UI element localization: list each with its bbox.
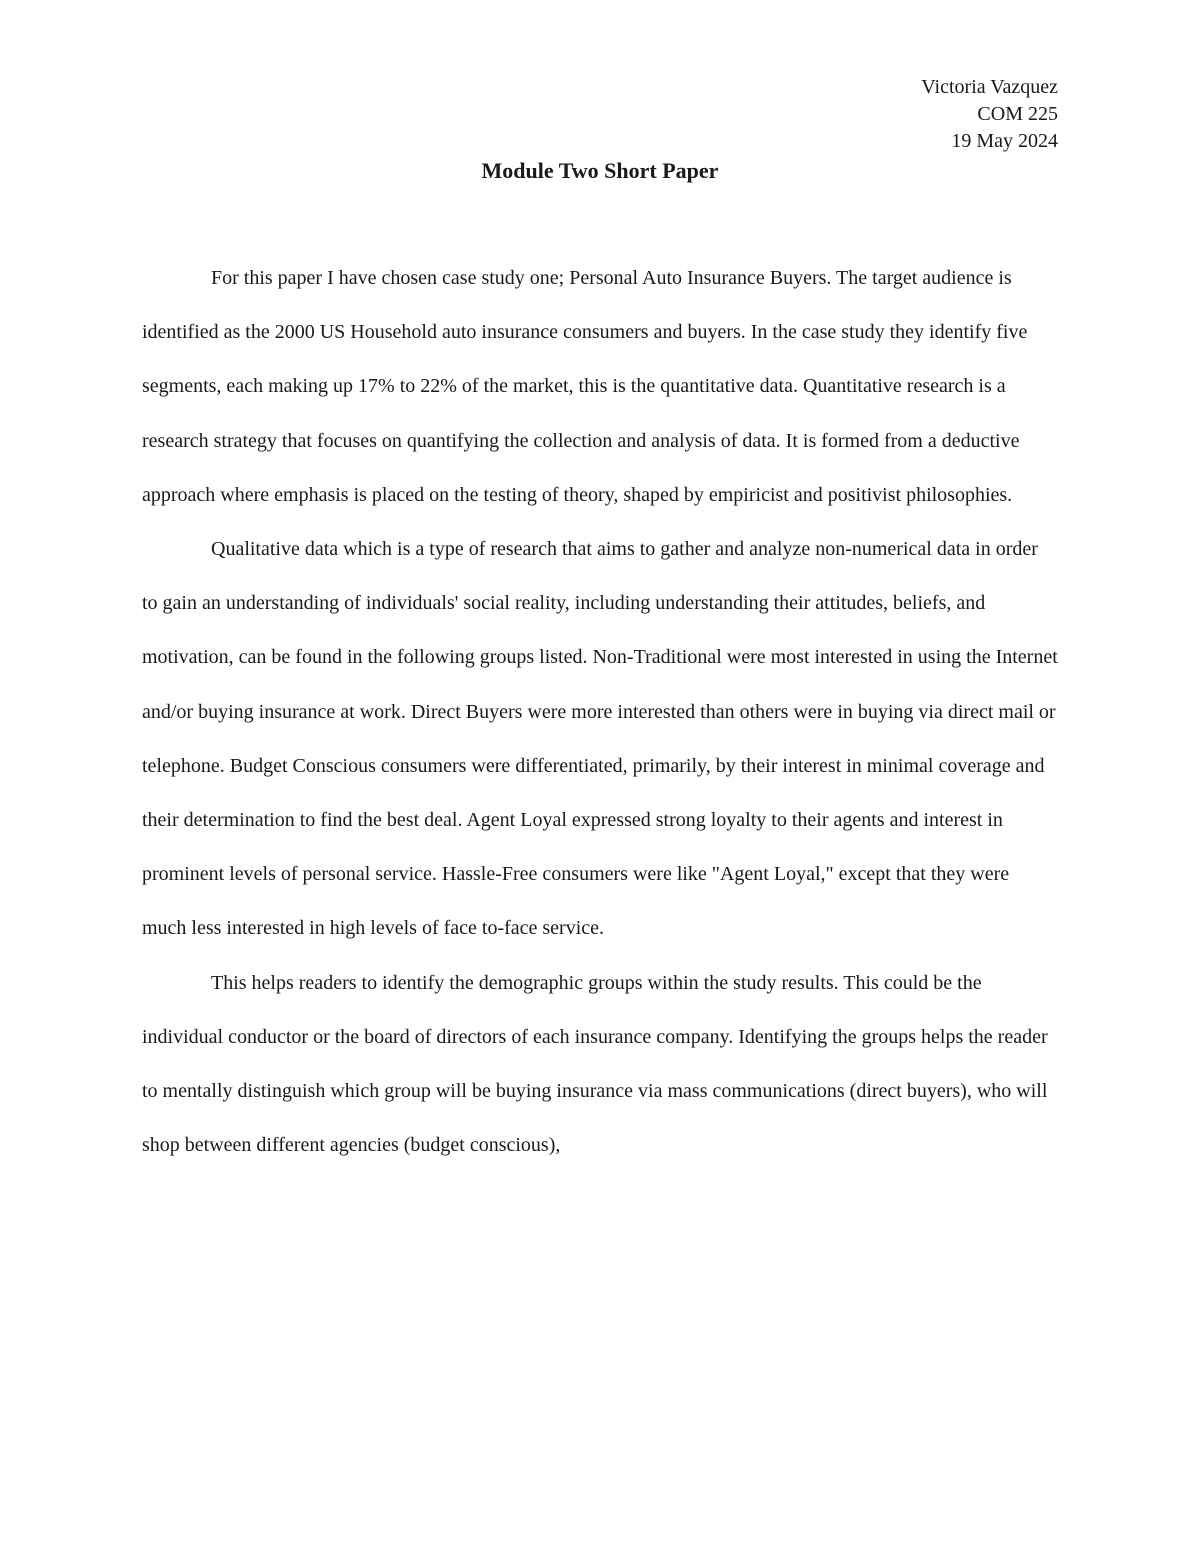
document-date: 19 May 2024	[951, 130, 1058, 152]
paragraph: Qualitative data which is a type of research that aims to gather and analyze non-numerical data in order to gain an understanding of individuals' social reality, including understanding their attitudes, beliefs, and motivation, can be found in the following groups listed. Non-Traditional were most interested in using the Internet and/or buying insurance at work. Direct Buyers were more interested than others were in buying via direct mail or telephone. Budget Conscious consumers were differentiated, primarily, by their interest in minimal coverage and their determination to find the best deal. Agent Loyal expressed strong loyalty to their agents and interest in prominent levels of personal service. Hassle-Free consumers were like "Agent Loyal," except that they were much less interested in high levels of face to-face service.	[142, 538, 1058, 940]
paragraph: For this paper I have chosen case study one; Personal Auto Insurance Buyers. The target audience is identified as the 2000 US Household auto insurance consumers and buyers. In the case study they identify five segments, each making up 17% to 22% of the market, this is the quantitative data. Quantitative research is a research strategy that focuses on quantifying the collection and analysis of data. It is formed from a deductive approach where emphasis is placed on the testing of theory, shaped by empiricist and positivist philosophies.	[142, 267, 1028, 506]
paper-title: Module Two Short Paper	[481, 158, 719, 183]
author-name: Victoria Vazquez	[921, 76, 1058, 98]
course-code: COM 225	[977, 103, 1058, 125]
paper-body	[142, 251, 1058, 1172]
paragraph: This helps readers to identify the demographic groups within the study results. This could be the individual conductor or the board of directors of each insurance company. Identifying the groups helps the reader to mentally distinguish which group will be buying insurance via mass communications (direct buyers), who will shop between different agencies (budget conscious),	[142, 971, 1048, 1157]
author-header	[921, 74, 1058, 155]
